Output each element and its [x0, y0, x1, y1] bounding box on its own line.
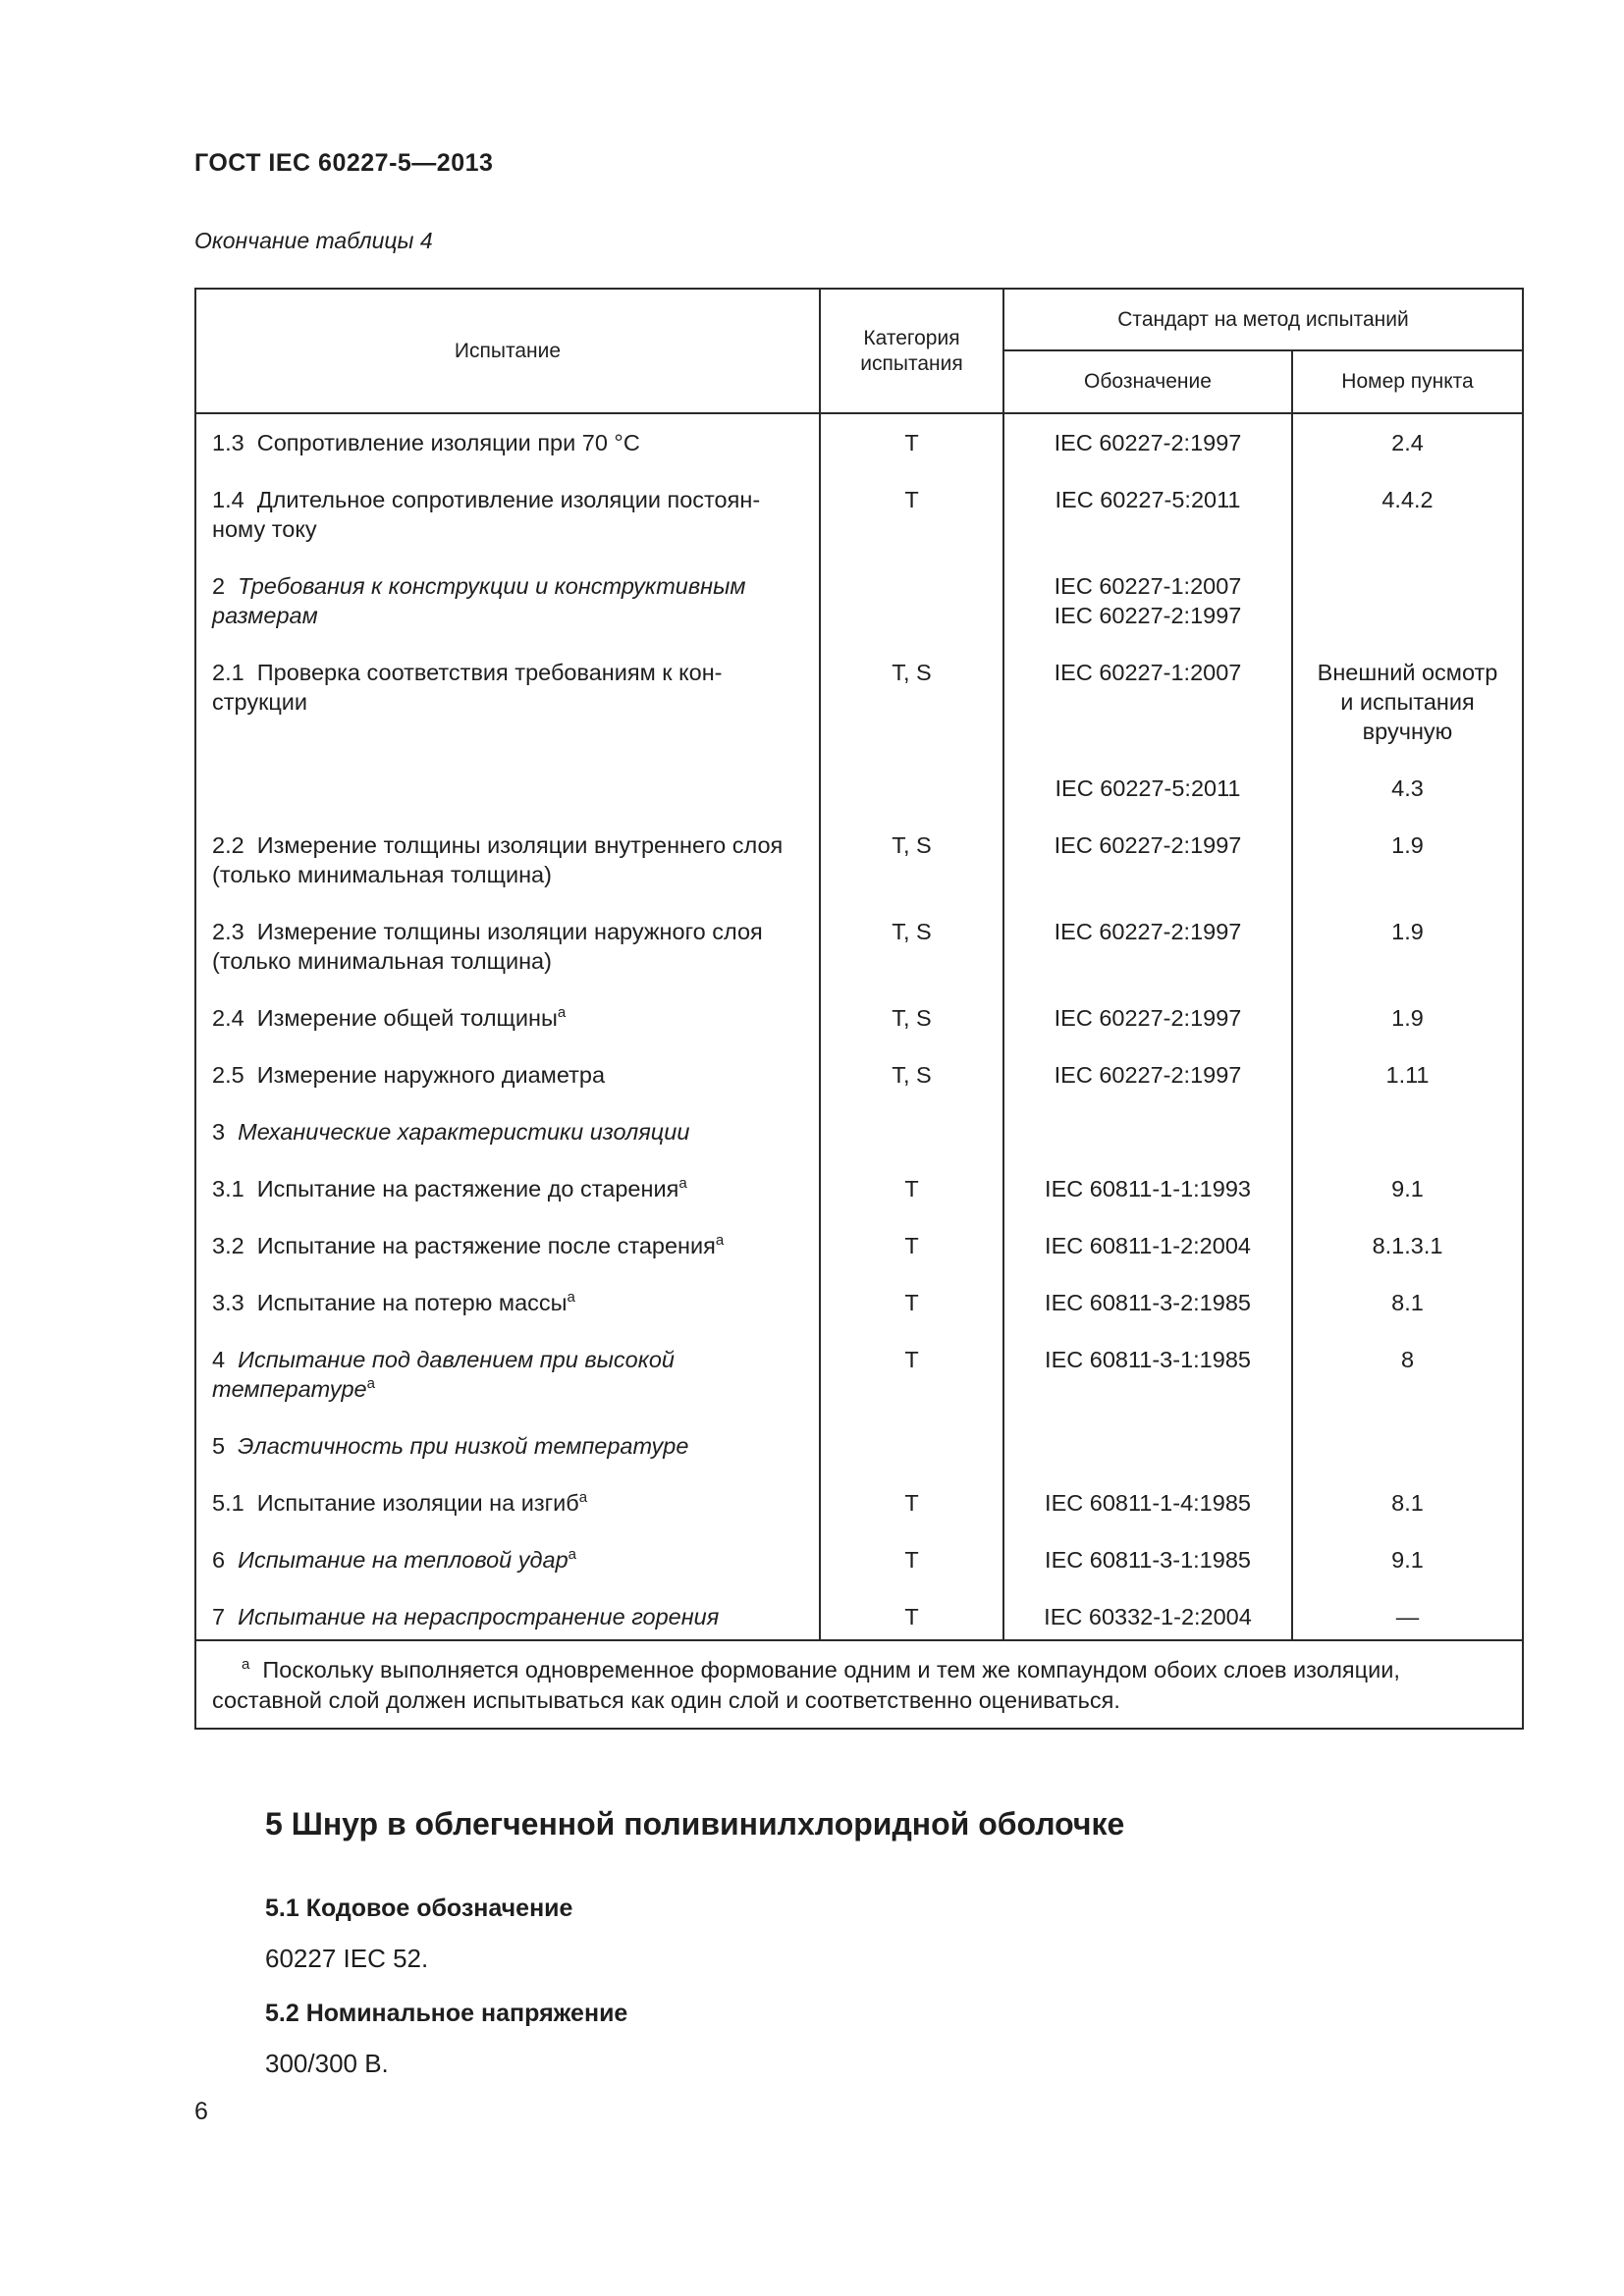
row-clause: Внешний осмотр и испытания вручную [1292, 658, 1523, 774]
document-header: ГОСТ IEC 60227-5—2013 [194, 149, 494, 177]
footnote-ref: a [678, 1175, 687, 1192]
row-test-name: Испытание на растяжение после старения [256, 1233, 716, 1258]
row-test-name: Измерение толщины изоляции внутреннего слоя (только минимальная толщина) [212, 832, 784, 887]
row-designation: IEC 60811-1-2:2004 [1003, 1231, 1292, 1288]
row-number: 5.1 [212, 1490, 244, 1516]
row-clause: 1.9 [1292, 830, 1523, 917]
row-designation: IEC 60227-2:1997 [1003, 1003, 1292, 1060]
row-number: 6 [212, 1547, 226, 1573]
row-designation-line: IEC 60227-2:1997 [1054, 603, 1242, 628]
row-designation: IEC 60227-1:2007 [1003, 658, 1292, 774]
table-row [195, 1231, 1523, 1288]
row-designation: IEC 60227-2:1997 [1003, 917, 1292, 1003]
row-designation: IEC 60227-2:1997 [1003, 413, 1292, 485]
header-clause: Номер пункта [1292, 350, 1523, 413]
header-standard: Стандарт на метод испытаний [1003, 289, 1523, 350]
row-designation: IEC 60227-5:2011 [1003, 774, 1292, 830]
row-designation: IEC 60811-1-1:1993 [1003, 1174, 1292, 1231]
row-designation-line: IEC 60227-1:2007 [1054, 573, 1242, 599]
header-test: Испытание [195, 289, 820, 413]
row-designation: IEC 60227-5:2011 [1003, 485, 1292, 571]
row-number: 3 [212, 1119, 226, 1145]
table-caption: Окончание таблицы 4 [194, 228, 433, 253]
section-title: 5 Шнур в облегченной поливинилхлоридной оболочке [265, 1806, 1125, 1842]
header-category: Категория испытания [820, 289, 1003, 413]
row-clause: 9.1 [1292, 1174, 1523, 1231]
row-clause: — [1292, 1602, 1523, 1640]
subsection-voltage-text: 300/300 В. [265, 2049, 389, 2078]
row-test-name: Испытание на тепловой удар [238, 1547, 568, 1573]
row-category: Т [820, 485, 1003, 571]
row-clause: 8.1 [1292, 1488, 1523, 1545]
row-test-name: Механические характеристики изоляции [238, 1119, 690, 1145]
row-number: 5 [212, 1433, 226, 1459]
row-designation [1003, 1431, 1292, 1488]
subsection-code-text: 60227 IEC 52. [265, 1944, 429, 1973]
row-category: Т [820, 1488, 1003, 1545]
table-row [195, 1003, 1523, 1060]
subsection-code-title: 5.1 Кодовое обозначение [265, 1895, 573, 1922]
row-number: 3.1 [212, 1176, 244, 1201]
row-number: 3.2 [212, 1233, 244, 1258]
table-row [195, 917, 1523, 1003]
row-test-name: Длительное сопротивление изоляции постоян-ному току [212, 487, 761, 542]
row-category [820, 774, 1003, 830]
row-test-name: Испытание изоляции на изгиб [256, 1490, 579, 1516]
row-designation: IEC 60332-1-2:2004 [1003, 1602, 1292, 1640]
row-test-name: Измерение наружного диаметра [256, 1062, 606, 1088]
row-clause: 4.3 [1292, 774, 1523, 830]
row-clause: 2.4 [1292, 413, 1523, 485]
row-clause: 1.11 [1292, 1060, 1523, 1117]
footnote-ref: a [557, 1004, 567, 1021]
table-footnote [195, 1640, 1523, 1729]
row-clause: 9.1 [1292, 1545, 1523, 1602]
table-row [195, 571, 1523, 658]
row-test-name: Эластичность при низкой температуре [238, 1433, 689, 1459]
row-category: T, S [820, 1003, 1003, 1060]
row-clause [1292, 1431, 1523, 1488]
row-category [820, 571, 1003, 658]
row-number: 2.3 [212, 919, 244, 944]
subsection-voltage-title: 5.2 Номинальное напряжение [265, 2000, 628, 2027]
footnote-ref: a [568, 1546, 576, 1563]
table-row [195, 774, 1523, 830]
row-designation: IEC 60811-3-2:1985 [1003, 1288, 1292, 1345]
row-category: Т [820, 413, 1003, 485]
table-row [195, 1602, 1523, 1640]
footnote-text: Поскольку выполняется одновременное формование одним и тем же компаундом обоих слоев изоляции, составной слой должен испытываться как один слой и соответственно оцениваться. [212, 1657, 1400, 1713]
table-row [195, 485, 1523, 571]
row-category: T, S [820, 917, 1003, 1003]
row-test-name: Испытание на нераспространение горения [238, 1604, 720, 1629]
row-test-name: Требования к конструкции и конструктивным размерам [212, 573, 746, 628]
row-clause: 8.1 [1292, 1288, 1523, 1345]
row-category [820, 1117, 1003, 1174]
row-designation [1003, 1117, 1292, 1174]
row-category: Т [820, 1545, 1003, 1602]
footnote-ref: a [366, 1375, 375, 1392]
row-test-name: Проверка соответствия требованиям к кон-струкции [212, 660, 723, 715]
table-row [195, 413, 1523, 485]
footnote-ref: a [578, 1489, 588, 1506]
row-test-name: Измерение толщины изоляции наружного слоя (только минимальная толщина) [212, 919, 763, 974]
row-number: 2 [212, 573, 226, 599]
row-number: 1.4 [212, 487, 244, 512]
row-clause [1292, 1117, 1523, 1174]
page-number: 6 [194, 2098, 208, 2125]
row-test-name: Испытание на потерю массы [256, 1290, 568, 1315]
table-row [195, 1431, 1523, 1488]
row-number: 7 [212, 1604, 226, 1629]
row-category [820, 1431, 1003, 1488]
row-category: T, S [820, 658, 1003, 774]
row-designation: IEC 60811-1-4:1985 [1003, 1488, 1292, 1545]
row-number: 2.2 [212, 832, 244, 858]
row-number: 2.4 [212, 1005, 244, 1031]
row-category: Т [820, 1174, 1003, 1231]
footnote-ref: a [715, 1232, 725, 1249]
row-number: 1.3 [212, 430, 244, 455]
table-row [195, 1288, 1523, 1345]
row-test-name: Измерение общей толщины [256, 1005, 558, 1031]
footnote-ref: a [567, 1289, 575, 1306]
table-row [195, 1545, 1523, 1602]
row-category: T, S [820, 830, 1003, 917]
table-row [195, 1174, 1523, 1231]
table-row [195, 830, 1523, 917]
row-designation: IEC 60811-3-1:1985 [1003, 1345, 1292, 1431]
row-number: 2.5 [212, 1062, 244, 1088]
row-designation: IEC 60227-2:1997 [1003, 1060, 1292, 1117]
row-test-name: Испытание под давлением при высокой температуре [212, 1347, 675, 1402]
row-test-name: Сопротивление изоляции при 70 °С [256, 430, 640, 455]
row-designation: IEC 60227-2:1997 [1003, 830, 1292, 917]
row-designation [1003, 571, 1292, 658]
row-clause: 8.1.3.1 [1292, 1231, 1523, 1288]
row-category: Т [820, 1231, 1003, 1288]
row-category: Т [820, 1345, 1003, 1431]
row-clause: 8 [1292, 1345, 1523, 1431]
row-number: 2.1 [212, 660, 244, 685]
row-clause: 1.9 [1292, 1003, 1523, 1060]
header-designation: Обозначение [1003, 350, 1292, 413]
row-test-name: Испытание на растяжение до старения [256, 1176, 679, 1201]
footnote-mark: a [242, 1656, 250, 1673]
table-row [195, 1060, 1523, 1117]
row-clause [1292, 571, 1523, 658]
table-row [195, 658, 1523, 774]
row-clause: 1.9 [1292, 917, 1523, 1003]
row-category: Т [820, 1602, 1003, 1640]
row-designation: IEC 60811-3-1:1985 [1003, 1545, 1292, 1602]
row-category: Т [820, 1288, 1003, 1345]
table-row [195, 1488, 1523, 1545]
row-number: 4 [212, 1347, 226, 1372]
row-category: T, S [820, 1060, 1003, 1117]
test-table [194, 288, 1524, 1730]
table-row [195, 1345, 1523, 1431]
table-row [195, 1117, 1523, 1174]
row-number: 3.3 [212, 1290, 244, 1315]
row-clause: 4.4.2 [1292, 485, 1523, 571]
